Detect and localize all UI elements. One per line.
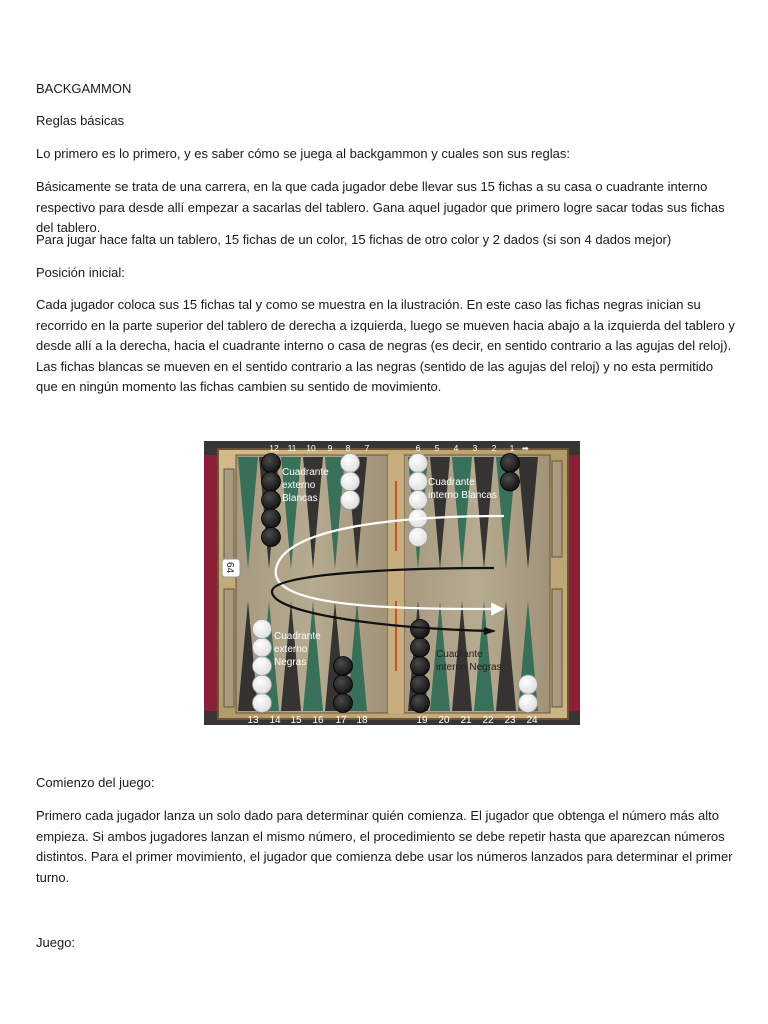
bottom-point-number: 21 (460, 715, 472, 725)
white-checker (253, 694, 272, 713)
game-heading: Juego: (36, 935, 76, 950)
label-ext-blacks-line2: externo (274, 644, 308, 655)
black-checker (262, 509, 281, 528)
top-point-number: 4 (453, 443, 459, 453)
top-point-number: 9 (327, 443, 333, 453)
black-checker (334, 657, 353, 676)
top-point-number: 6 (415, 443, 421, 453)
white-checker (341, 454, 360, 473)
white-checker (409, 454, 428, 473)
white-checker (253, 638, 272, 657)
label-ext-whites-line1: Cuadrante (282, 467, 329, 478)
backgammon-board-figure (204, 441, 580, 725)
die-value: 64 (224, 562, 235, 574)
black-checker (334, 694, 353, 713)
white-checker (409, 472, 428, 491)
initial-position-heading: Posición inicial: (36, 265, 125, 280)
white-checker (253, 657, 272, 676)
white-checker (519, 694, 538, 713)
black-checker (262, 491, 281, 510)
requirements-paragraph: Para jugar hace falta un tablero, 15 fichas de un color, 15 fichas de otro color y 2 dados (si son 4 dados mejor) (36, 232, 672, 247)
label-int-whites-line2: interno Blancas (428, 490, 497, 501)
bottom-point-number: 17 (335, 715, 347, 725)
black-checker (411, 675, 430, 694)
label-ext-blacks-line1: Cuadrante (274, 631, 321, 642)
bottom-point-number: 22 (482, 715, 494, 725)
black-checker (262, 454, 281, 473)
bottom-point-number: 18 (356, 715, 368, 725)
black-checker (411, 638, 430, 657)
label-ext-whites-line3: Blancas (282, 493, 318, 504)
bottom-point-number: 16 (312, 715, 324, 725)
white-checker (253, 675, 272, 694)
black-checker (262, 472, 281, 491)
top-point-number: 1 (509, 443, 515, 453)
top-point-number: 8 (345, 443, 351, 453)
bottom-point-number: 24 (526, 715, 538, 725)
top-point-number: 12 (269, 443, 279, 453)
bottom-point-number: 15 (290, 715, 302, 725)
black-checker (501, 454, 520, 473)
top-point-number: 7 (364, 443, 370, 453)
label-ext-blacks-line3: Negras (274, 657, 307, 668)
top-point-number: 3 (472, 443, 478, 453)
bottom-point-number: 23 (504, 715, 516, 725)
black-checker (501, 472, 520, 491)
white-checker (519, 675, 538, 694)
label-int-whites-line1: Cuadrante (428, 477, 475, 488)
die (222, 559, 240, 577)
top-point-number: 10 (306, 443, 316, 453)
bottom-point-number: 19 (416, 715, 428, 725)
bottom-point-number: 13 (247, 715, 259, 725)
summary-paragraph: Básicamente se trata de una carrera, en la que cada jugador debe llevar sus 15 fichas a su casa o cuadrante interno respectivo para desde allí empezar a sacarlas del tablero. Gana aquel jugador que primero logre sacar todas sus fichas del tablero. (36, 179, 725, 235)
intro-paragraph: Lo primero es lo primero, y es saber cómo se juega al backgammon y cuales son sus reglas: (36, 146, 570, 161)
top-point-number: 5 (434, 443, 440, 453)
white-checker (341, 491, 360, 510)
black-checker (334, 675, 353, 694)
doc-subtitle: Reglas básicas (36, 113, 125, 128)
initial-position-paragraph: Cada jugador coloca sus 15 fichas tal y como se muestra en la ilustración. En este caso las fichas negras inician su recorrido en la parte superior del tablero de derecha a izquierda, luego se mueven hacia abajo a la izquierda del tablero y desde allí a la derecha, hacia el cuadrante interno o casa de negras (es decir, en sentido contrario a las agujas del reloj). Las fichas blancas se mueven en el sentido contrario a las negras (sentido de las agujas del reloj) y no esta permitido que en ningún momento las fichas cambien su sentido de movimiento. (36, 297, 735, 394)
bottom-point-number: 20 (438, 715, 450, 725)
top-point-number: 2 (491, 443, 497, 453)
white-checker (409, 491, 428, 510)
top-point-number: 11 (287, 443, 297, 453)
black-checker (411, 694, 430, 713)
start-heading: Comienzo del juego: (36, 775, 155, 790)
label-int-blacks-line1: Cuadrante (436, 649, 483, 660)
black-checker (411, 657, 430, 676)
label-ext-whites-line2: externo (282, 480, 316, 491)
label-int-blacks-line2: interno Negras (436, 662, 502, 673)
white-checker (253, 620, 272, 639)
direction-arrow-icon: ➡ (522, 444, 529, 453)
start-paragraph: Primero cada jugador lanza un solo dado para determinar quién comienza. El jugador que obtenga el número más alto empieza. Si ambos jugadores lanzan el mismo número, el procedimiento se debe repetir hasta que aparezcan números distintos. Para el primer movimiento, el jugador que comienza debe usar los números lanzados para determinar el primer turno. (36, 808, 733, 885)
bottom-point-number: 14 (269, 715, 281, 725)
black-checker (262, 528, 281, 547)
white-checker (409, 528, 428, 547)
doc-title: BACKGAMMON (36, 81, 132, 96)
white-checker (341, 472, 360, 491)
